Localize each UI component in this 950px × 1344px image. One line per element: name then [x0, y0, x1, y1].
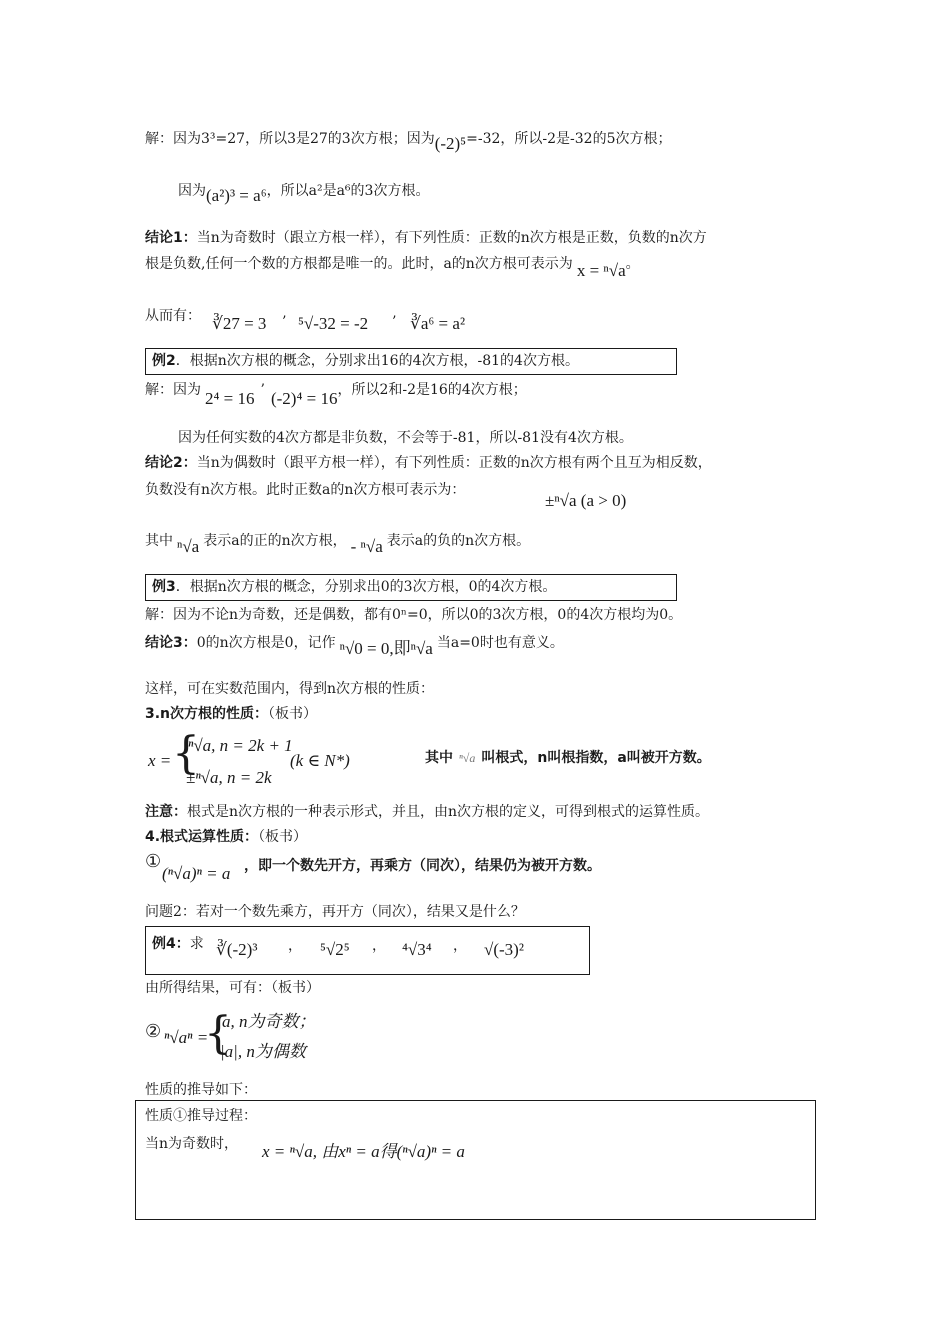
formula-root-a-small: ⁿ√a [459, 751, 476, 765]
formula-5th-root-2-pow5: ⁵√2⁵ [320, 940, 350, 959]
separator: ， [288, 938, 302, 954]
separator: ’ [392, 314, 397, 330]
example-2: 例2．根据n次方根的概念，分别求出16的4次方根，-81的4次方根。 [152, 353, 579, 369]
property-2-even: |a|, n为偶数 [220, 1042, 306, 1061]
example-3: 例3．根据n次方根的概念，分别求出0的3次方根，0的4次方根。 [152, 579, 557, 595]
formula-cbrt-neg2-cubed: ∛(-2)³ [216, 940, 258, 959]
formula-root-a: ⁿ√a [177, 537, 200, 556]
where-line: 其中 ⁿ√a 表示a的正的n次方根， - ⁿ√a 表示a的负的n次方根。 [145, 533, 531, 556]
radical-definition: 其中 ⁿ√a 叫根式，n叫根指数，a叫被开方数。 [425, 750, 711, 766]
left-brace: { [204, 1008, 232, 1059]
example-4: 例4：求 [152, 936, 204, 952]
conclusion-2-line-a: 结论2：当n为偶数时（跟平方根一样），有下列性质：正数的n次方根有两个且互为相反数， [145, 455, 712, 471]
solution-1-line-2: 因为(a²)³ = a⁶，所以a²是a⁶的3次方根。 [178, 183, 430, 205]
property-2-odd: a, n为奇数； [222, 1012, 316, 1031]
solution-1-line: 解：因为3³=27，所以3是27的3次方根；因为(-2)⁵=-32，所以-2是-32的5次方根； [145, 131, 672, 153]
formula-derivation: x = ⁿ√a, 由xⁿ = a得(ⁿ√a)ⁿ = a [262, 1142, 465, 1161]
formula-plus-minus-root: ±ⁿ√a (a > 0) [545, 491, 627, 510]
formula-5th-root-neg32: ⁵√-32 = -2 [298, 314, 369, 333]
question-2: 问题2：若对一个数先乘方，再开方（同次），结果又是什么？ [145, 904, 525, 920]
derivation-line: 当n为奇数时， [145, 1136, 239, 1152]
separator: ， [453, 938, 467, 954]
formula-a2-cubed: (a²)³ = a⁶ [206, 186, 267, 205]
formula-cbrt-a6: ∛a⁶ = a² [410, 314, 466, 333]
formula-neg2-pow4: (-2)⁴ = 16 [270, 389, 338, 408]
formula-cbrt-27: ∛27 = 3 [212, 314, 267, 333]
formula-sqrt-neg3-sq: √(-3)² [484, 940, 524, 959]
formula-neg-root-a: - ⁿ√a [350, 537, 383, 556]
formula-root-zero: ⁿ√0 = 0,即ⁿ√a [339, 639, 433, 658]
separator: ’ [282, 314, 287, 330]
solution-2-line-2: 因为任何实数的4次方都是非负数，不会等于-81，所以-81没有4次方根。 [178, 430, 633, 446]
property-1-text: ，即一个数先开方，再乘方（同次），结果仍为被开方数。 [244, 858, 601, 874]
result-line: 由所得结果，可有：（板书） [145, 980, 320, 996]
summary-line: 这样，可在实数范围内，得到n次方根的性质： [145, 681, 435, 697]
derivation-title: 性质①推导过程： [145, 1108, 257, 1124]
section-4-title: 4.根式运算性质：（板书） [145, 829, 308, 845]
formula-neg2-pow5: (-2)⁵ [434, 134, 467, 153]
property-2-marker: ② [145, 1021, 162, 1042]
section-3-title: 3.n次方根的性质：（板书） [145, 706, 318, 722]
formula-2-pow4: 2⁴ = 16 [205, 389, 255, 408]
formula-property-1: (ⁿ√a)ⁿ = a [162, 864, 231, 883]
conclusion-1-line-b: 根是负数,任何一个数的方根都是唯一的。此时，a的n次方根可表示为 x = ⁿ√a。 [145, 256, 640, 280]
thus-label: 从而有： [145, 308, 201, 324]
conclusion-1-line-a: 结论1：当n为奇数时（跟立方根一样），有下列性质：正数的n次方根是正数，负数的n次方 [145, 230, 707, 246]
solution-3: 解：因为不论n为奇数，还是偶数，都有0ⁿ=0，所以0的3次方根，0的4次方根均为0。 [145, 607, 683, 623]
left-brace: { [172, 728, 200, 779]
derivation-intro: 性质的推导如下： [145, 1082, 257, 1098]
formula-property-2-lhs: ⁿ√aⁿ = [164, 1028, 209, 1047]
notice-line: 注意：根式是n次方根的一种表示形式，并且，由n次方根的定义，可得到根式的运算性质。 [145, 804, 710, 820]
piecewise-lhs: x = [148, 751, 172, 770]
formula-4th-root-3-pow4: ⁴√3⁴ [402, 940, 432, 959]
formula-x-nth-root: x = ⁿ√a [576, 261, 626, 280]
piecewise-condition: (k ∈ N*) [290, 751, 350, 770]
conclusion-3: 结论3：0的n次方根是0，记作 ⁿ√0 = 0,即ⁿ√a 当a=0时也有意义。 [145, 635, 564, 658]
property-1-marker: ① [145, 851, 162, 872]
piecewise-case-odd: ⁿ√a, n = 2k + 1 [188, 736, 293, 755]
conclusion-2-line-b: 负数没有n次方根。此时正数a的n次方根可表示为： [145, 482, 466, 498]
piecewise-case-even: ±ⁿ√a, n = 2k [186, 768, 272, 787]
solution-2-line: 解：因为 2⁴ = 16 ’ (-2)⁴ = 16，所以2和-2是16的4次方根； [145, 382, 527, 408]
separator: ， [372, 938, 386, 954]
